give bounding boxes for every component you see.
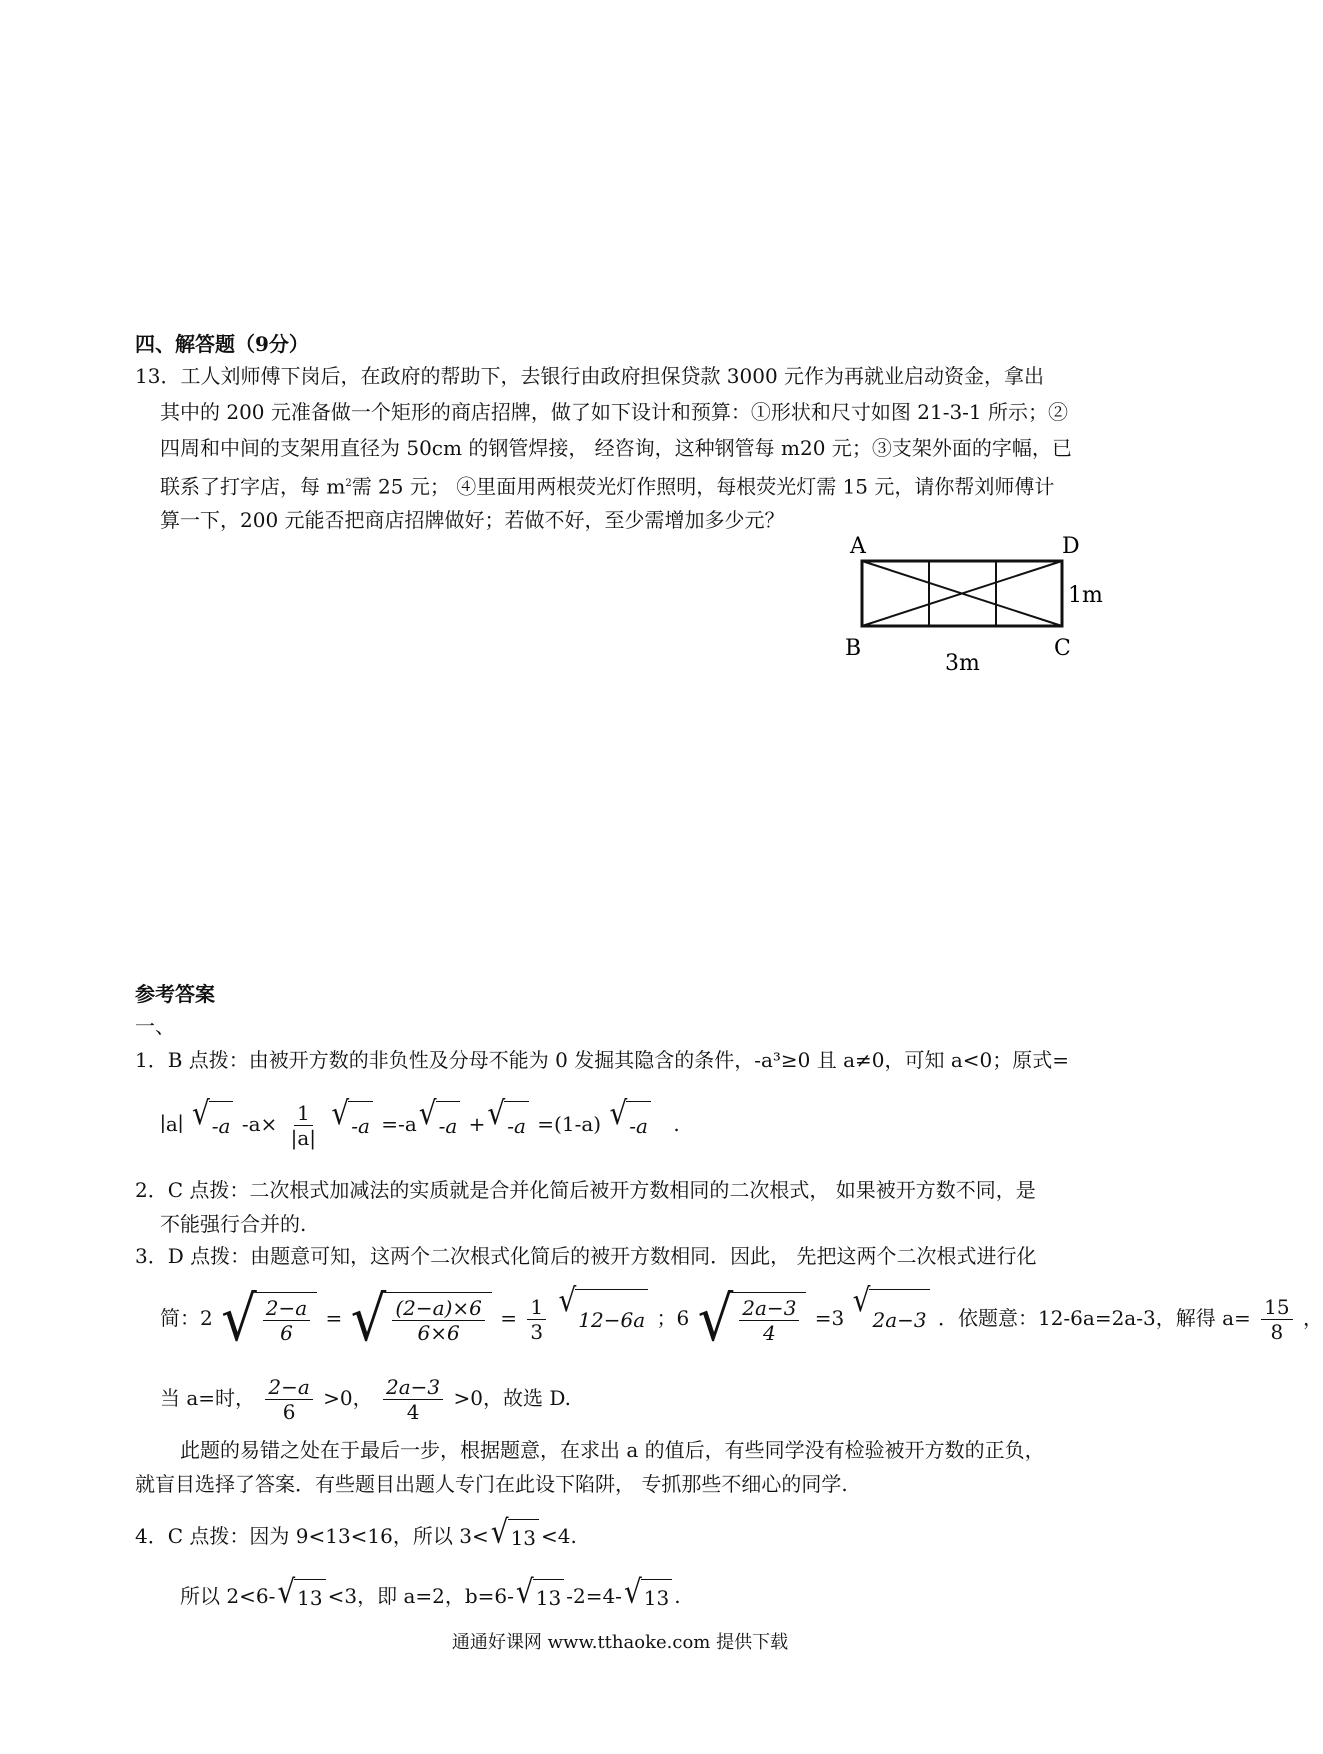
answer-2-line-2: 不能强行合并的. <box>160 1212 307 1236</box>
question-13-line-4: 联系了打字店，每 $m^2$需 25 元； ④里面用两根荧光灯作照明，每根荧光灯需 15 元，请你帮刘师傅计 <box>160 474 1055 499</box>
answer-2-line-1: 2．C 点拨：二次根式加减法的实质就是合并化简后被开方数相同的二次根式， 如果被开方数不同，是 <box>135 1178 1036 1202</box>
answer-3-formula: 简：2 √ $\frac{2-a}{6}$ = √ $\frac{(2-a)\times 6}{6\times 6}$ = $\frac{1}{3}$ √ 12−6a ；6 √ $\frac{2a-3}{4}$ =3 √ 2a−3 ．依题意：12-6a=2a-3，解得 a= $\frac{15}{8}$ ， <box>160 1280 1323 1355</box>
label-c: C <box>1054 636 1071 661</box>
question-13-line-2: 其中的 200 元准备做一个矩形的商店招牌，做了如下设计和预算：①形状和尺寸如图 21-3-1 所示；② <box>160 400 1069 424</box>
answer-4-line-1: 4．C 点拨：因为 9<13<16，所以 3< √ 13 <4. <box>135 1518 577 1556</box>
question-13-line-5: 算一下，200 元能否把商店招牌做好；若做不好，至少需增加多少元？ <box>160 508 785 532</box>
answer-4-line-2: 所以 2<6- √ 13 <3，即 a=2，b=6- √ 13 -2=4- √ 13 . <box>180 1578 681 1616</box>
label-width: 3m <box>945 651 980 676</box>
label-a: A <box>850 534 866 559</box>
answer-3-condition: 当 a=时， $\frac{2-a}{6}$ >0， $\frac{2a-3}{4}$ >0，故选 D. <box>160 1375 572 1424</box>
answers-title: 参考答案 <box>135 982 215 1006</box>
answers-part-1: 一、 <box>135 1014 175 1038</box>
footer: 通通好课网 www.tthaoke.com 提供下载 <box>451 1632 789 1653</box>
question-13-line-3: 四周和中间的支架用直径为 50cm 的钢管焊接， 经咨询，这种钢管每 m20 元；③支架外面的字幅，已 <box>160 436 1072 460</box>
section-title-4: 四、解答题（9分） <box>135 332 309 356</box>
question-13-line-1: 13．工人刘师傅下岗后，在政府的帮助下，去银行由政府担保贷款 3000 元作为再就业启动资金，拿出 <box>135 364 1045 388</box>
signboard-diagram <box>840 525 1160 685</box>
answer-3-line-1: 3．D 点拨：由题意可知，这两个二次根式化简后的被开方数相同．因此， 先把这两个二次根式进行化 <box>135 1244 1037 1268</box>
answer-1-line-1: 1．B 点拨：由被开方数的非负性及分母不能为 0 发掘其隐含的条件，-a³≥0 且 a≠0，可知 a<0；原式= <box>135 1048 1070 1072</box>
label-d: D <box>1062 534 1080 559</box>
answer-3-note-1: 此题的易错之处在于最后一步，根据题意，在求出 a 的值后，有些同学没有检验被开方数的正负， <box>180 1438 1045 1462</box>
label-b: B <box>845 636 862 661</box>
answer-3-note-2: 就盲目选择了答案．有些题目出题人专门在此设下陷阱， 专抓那些不细心的同学. <box>135 1472 848 1496</box>
label-height: 1m <box>1068 583 1103 608</box>
answer-1-formula: ∣a∣ √ -a -a× $\frac{1}{|a|}$ √ -a =-a √ -a + √ -a =(1-a) √ -a . <box>160 1093 680 1150</box>
